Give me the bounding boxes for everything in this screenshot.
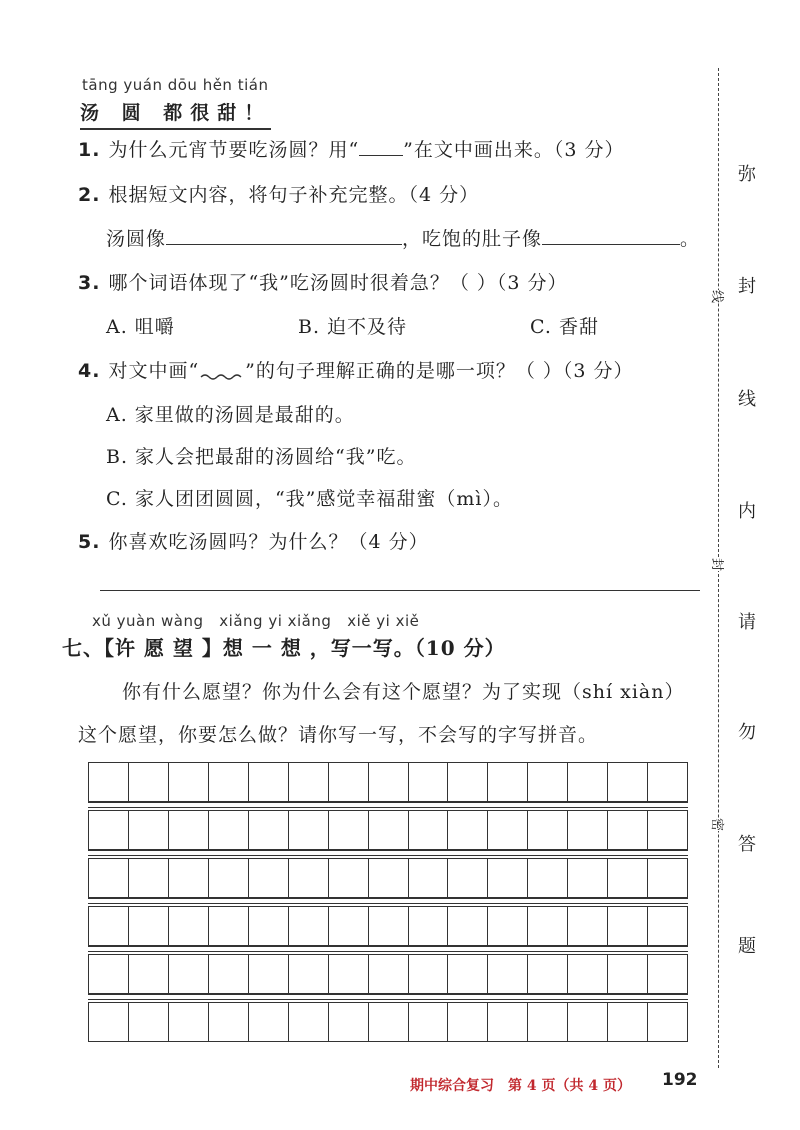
grid-cell[interactable]	[209, 1003, 249, 1041]
grid-cell[interactable]	[369, 811, 409, 849]
option-c[interactable]: C. 香甜	[530, 316, 599, 338]
question-5: 5. 你喜欢吃汤圆吗？为什么？（4 分）	[78, 531, 429, 553]
grid-cell[interactable]	[209, 907, 249, 945]
grid-cell[interactable]	[249, 859, 289, 897]
grid-cell[interactable]	[209, 859, 249, 897]
grid-cell[interactable]	[648, 907, 687, 945]
grid-cell[interactable]	[329, 1003, 369, 1041]
grid-cell[interactable]	[129, 1003, 169, 1041]
grid-cell[interactable]	[568, 955, 608, 993]
grid-cell[interactable]	[488, 763, 528, 801]
grid-cell[interactable]	[249, 811, 289, 849]
grid-gap	[88, 946, 688, 952]
grid-row[interactable]	[88, 906, 688, 946]
grid-cell[interactable]	[648, 811, 687, 849]
grid-row[interactable]	[88, 762, 688, 802]
grid-cell[interactable]	[448, 859, 488, 897]
grid-cell[interactable]	[329, 859, 369, 897]
question-3: 3. 哪个词语体现了“我”吃汤圆时很着急？（ ）（3 分）	[78, 272, 568, 294]
passage-title: 汤 圆 都很甜！	[80, 98, 271, 130]
grid-cell[interactable]	[568, 763, 608, 801]
grid-cell[interactable]	[369, 763, 409, 801]
question-2-fill: 汤圆像 ，吃饱的肚子像 。	[106, 228, 701, 250]
grid-cell[interactable]	[448, 763, 488, 801]
grid-cell[interactable]	[608, 859, 648, 897]
grid-cell[interactable]	[289, 1003, 329, 1041]
grid-cell[interactable]	[169, 955, 209, 993]
grid-cell[interactable]	[289, 811, 329, 849]
grid-cell[interactable]	[169, 763, 209, 801]
grid-cell[interactable]	[89, 859, 129, 897]
answer-blank-2[interactable]	[542, 228, 680, 245]
question-2: 2. 根据短文内容，将句子补充完整。（4 分）	[78, 184, 480, 206]
section7-prompt-2: 这个愿望，你要怎么做？请你写一写，不会写的字写拼音。	[78, 724, 599, 746]
grid-cell[interactable]	[129, 763, 169, 801]
grid-cell[interactable]	[249, 955, 289, 993]
section7-heading: 七、【许 愿 望 】想 一 想 ，写一写。（10 分）	[62, 636, 506, 660]
question-1: 1. 为什么元宵节要吃汤圆？用“ ”在文中画出来。（3 分）	[78, 139, 625, 161]
grid-cell[interactable]	[488, 859, 528, 897]
seal-char: 请	[738, 612, 756, 633]
grid-cell[interactable]	[289, 859, 329, 897]
grid-row[interactable]	[88, 954, 688, 994]
grid-cell[interactable]	[528, 955, 568, 993]
section7-pinyin: xǔ yuàn wàng xiǎng yi xiǎng xiě yi xiě	[92, 612, 420, 630]
section7-prompt-1: 你有什么愿望？你为什么会有这个愿望？为了实现（shí xiàn）	[122, 681, 685, 703]
grid-cell[interactable]	[169, 811, 209, 849]
page-number: 192	[662, 1070, 698, 1090]
grid-cell[interactable]	[448, 1003, 488, 1041]
grid-cell[interactable]	[129, 907, 169, 945]
option-a[interactable]: A. 家里做的汤圆是最甜的。	[106, 404, 355, 426]
seal-char: 内	[738, 501, 756, 522]
grid-cell[interactable]	[209, 955, 249, 993]
seal-char: 线	[738, 389, 756, 410]
grid-cell[interactable]	[648, 763, 687, 801]
grid-cell[interactable]	[369, 907, 409, 945]
grid-cell[interactable]	[89, 955, 129, 993]
grid-cell[interactable]	[369, 1003, 409, 1041]
grid-cell[interactable]	[488, 811, 528, 849]
grid-cell[interactable]	[648, 1003, 687, 1041]
grid-cell[interactable]	[369, 955, 409, 993]
grid-cell[interactable]	[169, 907, 209, 945]
grid-cell[interactable]	[409, 955, 449, 993]
seal-char: 勿	[738, 722, 756, 743]
grid-cell[interactable]	[169, 859, 209, 897]
footer-text: 期中综合复习 第 4 页（共 4 页）	[410, 1078, 631, 1094]
grid-cell[interactable]	[568, 1003, 608, 1041]
grid-cell[interactable]	[129, 811, 169, 849]
seal-char: 弥	[738, 164, 756, 185]
grid-row[interactable]	[88, 810, 688, 850]
grid-cell[interactable]	[528, 811, 568, 849]
grid-gap	[88, 994, 688, 1000]
grid-cell[interactable]	[608, 955, 648, 993]
grid-cell[interactable]	[648, 859, 687, 897]
grid-cell[interactable]	[329, 955, 369, 993]
grid-cell[interactable]	[608, 763, 648, 801]
grid-cell[interactable]	[249, 1003, 289, 1041]
grid-cell[interactable]	[568, 811, 608, 849]
seal-mini-char: 密	[707, 818, 730, 831]
grid-cell[interactable]	[89, 907, 129, 945]
grid-cell[interactable]	[209, 763, 249, 801]
grid-cell[interactable]	[409, 811, 449, 849]
grid-row[interactable]	[88, 858, 688, 898]
grid-cell[interactable]	[409, 907, 449, 945]
grid-cell[interactable]	[89, 763, 129, 801]
option-a[interactable]: A. 咀嚼	[106, 316, 175, 338]
grid-cell[interactable]	[648, 955, 687, 993]
question-4: 4. 对文中画“ ”的句子理解正确的是哪一项？（ ）（3 分）	[78, 360, 634, 382]
underline-blank	[359, 139, 403, 156]
grid-gap	[88, 898, 688, 904]
grid-cell[interactable]	[409, 859, 449, 897]
seal-mini-char: 封	[707, 558, 730, 571]
grid-cell[interactable]	[488, 907, 528, 945]
grid-cell[interactable]	[289, 763, 329, 801]
grid-cell[interactable]	[488, 955, 528, 993]
grid-cell[interactable]	[568, 859, 608, 897]
grid-cell[interactable]	[209, 811, 249, 849]
grid-cell[interactable]	[329, 907, 369, 945]
grid-cell[interactable]	[129, 859, 169, 897]
seal-mini-char: 线	[707, 290, 730, 303]
grid-cell[interactable]	[448, 955, 488, 993]
grid-cell[interactable]	[89, 811, 129, 849]
grid-cell[interactable]	[448, 811, 488, 849]
grid-cell[interactable]	[409, 763, 449, 801]
answer-blank-1[interactable]	[166, 228, 402, 245]
grid-cell[interactable]	[89, 1003, 129, 1041]
grid-cell[interactable]	[289, 955, 329, 993]
grid-cell[interactable]	[329, 811, 369, 849]
grid-cell[interactable]	[409, 1003, 449, 1041]
grid-cell[interactable]	[289, 907, 329, 945]
grid-cell[interactable]	[169, 1003, 209, 1041]
seal-char: 答	[738, 834, 756, 855]
wavy-underline-blank	[199, 361, 245, 377]
grid-cell[interactable]	[608, 811, 648, 849]
title-pinyin: tāng yuán dōu hěn tián	[82, 76, 269, 94]
grid-cell[interactable]	[528, 1003, 568, 1041]
seal-char: 封	[738, 276, 756, 297]
grid-cell[interactable]	[608, 1003, 648, 1041]
grid-cell[interactable]	[448, 907, 488, 945]
grid-gap	[88, 850, 688, 856]
option-b[interactable]: B. 迫不及待	[298, 316, 408, 338]
seal-char: 题	[738, 936, 756, 957]
grid-cell[interactable]	[528, 859, 568, 897]
answer-line[interactable]	[100, 590, 700, 591]
option-b[interactable]: B. 家人会把最甜的汤圆给“我”吃。	[106, 446, 417, 468]
grid-cell[interactable]	[528, 907, 568, 945]
grid-row[interactable]	[88, 1002, 688, 1042]
grid-cell[interactable]	[369, 859, 409, 897]
grid-cell[interactable]	[249, 907, 289, 945]
grid-cell[interactable]	[528, 763, 568, 801]
grid-cell[interactable]	[568, 907, 608, 945]
grid-cell[interactable]	[608, 907, 648, 945]
grid-cell[interactable]	[249, 763, 289, 801]
grid-cell[interactable]	[129, 955, 169, 993]
option-c[interactable]: C. 家人团团圆圆，“我”感觉幸福甜蜜（mì）。	[106, 488, 513, 510]
grid-gap	[88, 802, 688, 808]
grid-cell[interactable]	[329, 763, 369, 801]
grid-cell[interactable]	[488, 1003, 528, 1041]
